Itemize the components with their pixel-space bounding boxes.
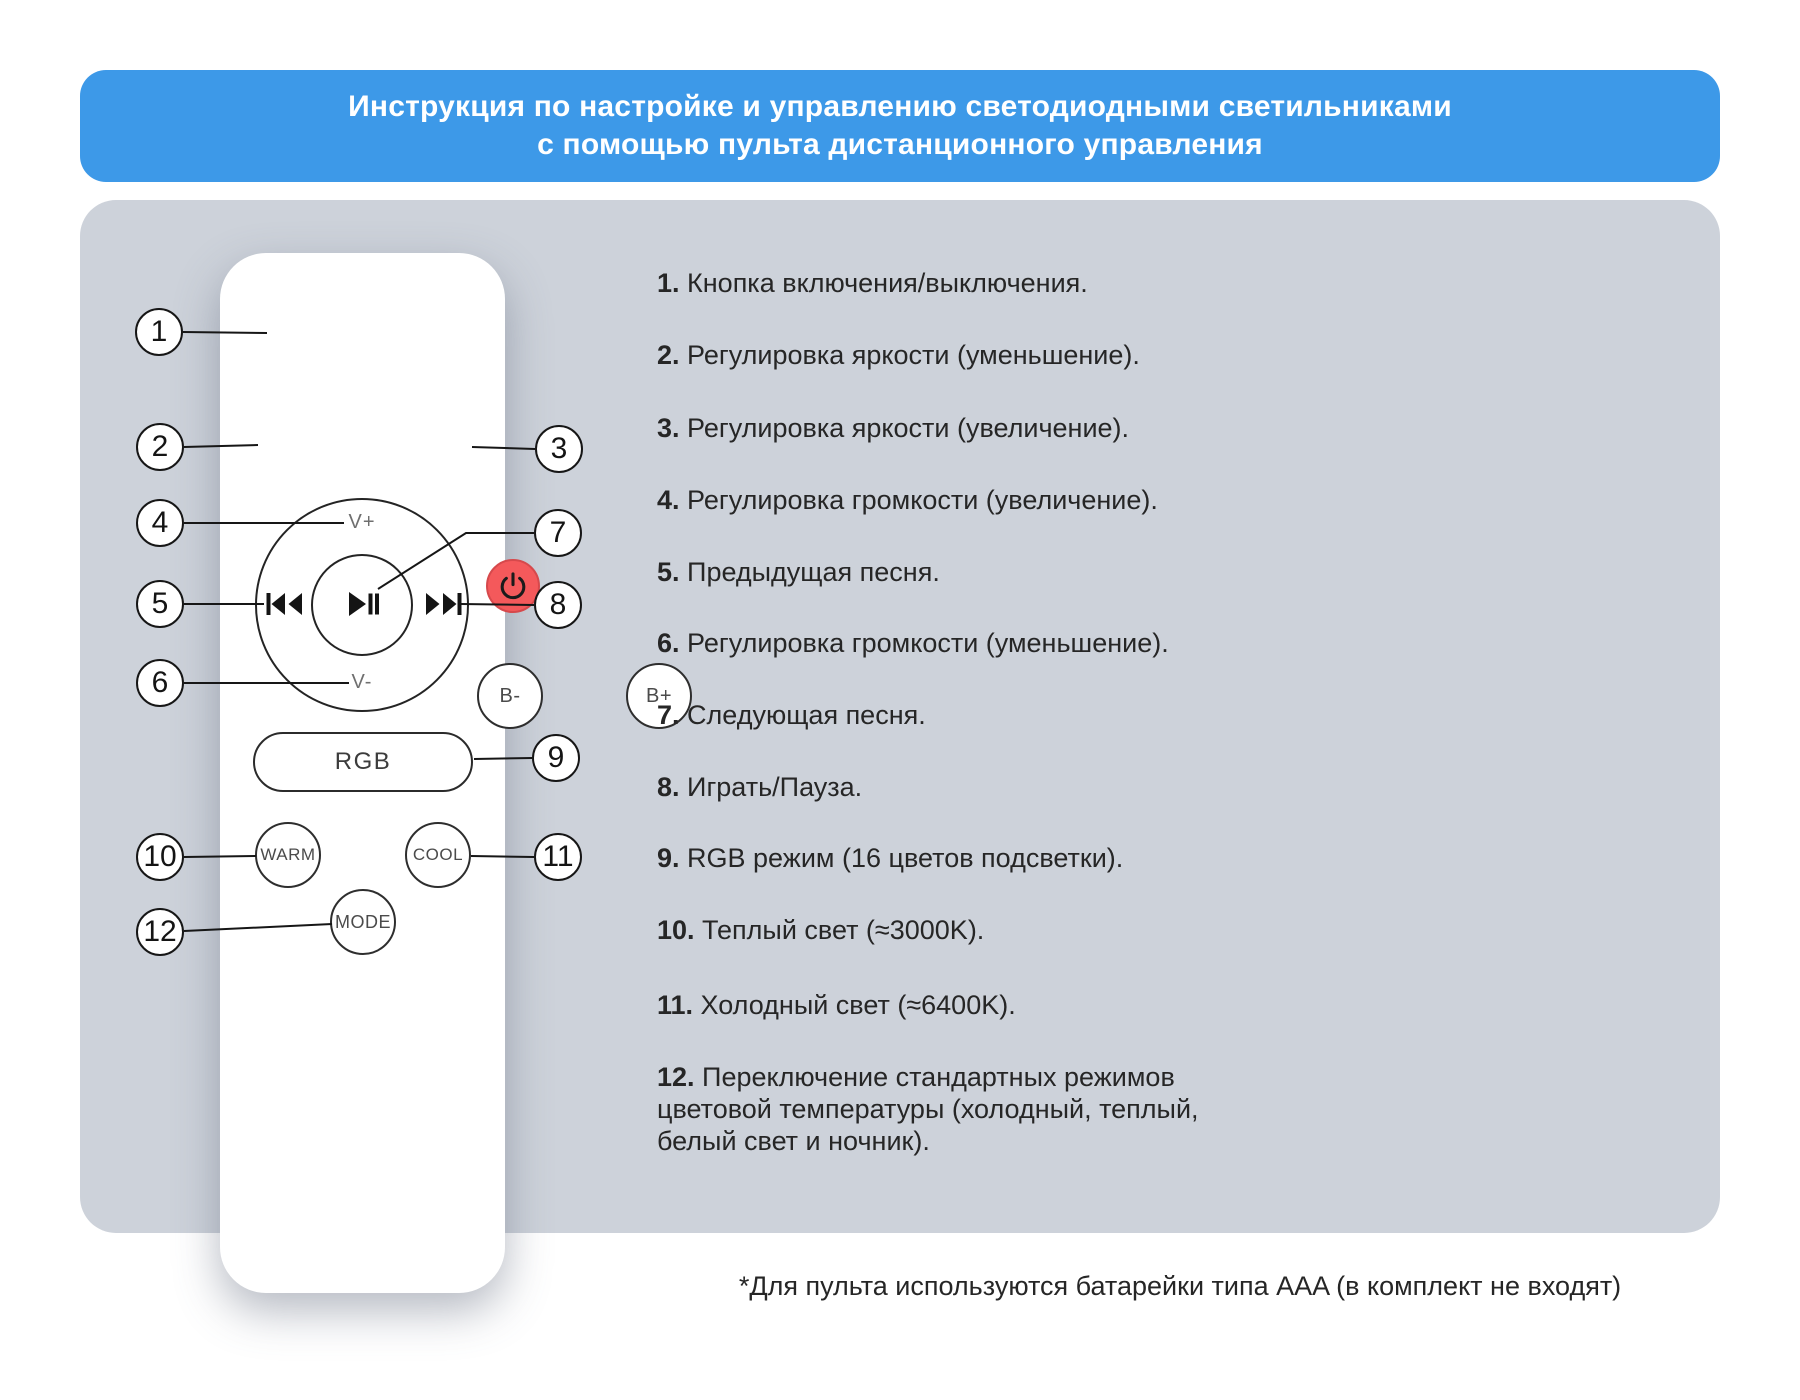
item-text: Регулировка яркости (уменьшение).: [679, 340, 1140, 370]
instruction-item-7: [657, 699, 926, 731]
instruction-item-9: [657, 842, 1123, 874]
callout-11: 11: [534, 833, 582, 881]
page-title-line1: Инструкция по настройке и управлению светодиодными светильниками: [348, 90, 1452, 123]
instruction-item-4: [657, 484, 1158, 516]
page-title-line2: с помощью пульта дистанционного управления: [537, 128, 1263, 161]
item-text: Холодный свет (≈6400K).: [693, 990, 1016, 1020]
instruction-item-2: [657, 339, 1140, 371]
warm-light-button[interactable]: [255, 822, 321, 888]
callout-6: 6: [136, 659, 184, 707]
item-text: Регулировка громкости (уменьшение).: [679, 628, 1169, 658]
callout-2: 2: [136, 423, 184, 471]
callout-10: 10: [136, 833, 184, 881]
play-pause-icon: [347, 591, 379, 617]
header-banner: [80, 70, 1720, 182]
item-number: 3.: [657, 413, 680, 443]
callout-7: 7: [534, 509, 582, 557]
item-number: 4.: [657, 485, 680, 515]
brightness-down-button[interactable]: [477, 663, 543, 729]
volume-down-label: V-: [351, 671, 373, 693]
previous-track-icon: [265, 592, 303, 616]
callout-12: 12: [136, 908, 184, 956]
instruction-item-5: [657, 556, 940, 588]
volume-up-label: V+: [348, 511, 376, 533]
instruction-item-8: [657, 771, 862, 803]
next-track-icon: [425, 592, 463, 616]
instruction-item-11: [657, 989, 1016, 1021]
cool-label: COOL: [412, 845, 464, 864]
instruction-item-6: [657, 627, 1169, 659]
power-button[interactable]: [486, 559, 540, 613]
callout-4: 4: [136, 499, 184, 547]
previous-track-button[interactable]: [265, 592, 303, 616]
item-text: Переключение стандартных режимов цветовой температуры (холодный, теплый, белый свет и ночник).: [657, 1062, 1199, 1156]
rgb-button[interactable]: [253, 732, 473, 792]
item-text: Играть/Пауза.: [679, 772, 863, 802]
warm-label: WARM: [260, 845, 316, 864]
item-text: Теплый свет (≈3000K).: [694, 915, 985, 945]
brightness-up-label: B+: [645, 684, 673, 707]
item-number: 8.: [657, 772, 680, 802]
instruction-item-12: [657, 1061, 1217, 1157]
brightness-down-label: B-: [499, 684, 521, 707]
item-number: 11.: [657, 990, 694, 1020]
item-text: Следующая песня.: [679, 700, 926, 730]
mode-label: MODE: [335, 911, 391, 932]
item-number: 10.: [657, 915, 695, 945]
mode-button[interactable]: [330, 889, 396, 955]
instruction-item-10: [657, 914, 984, 946]
rgb-label: RGB: [334, 748, 392, 775]
item-number: 2.: [657, 340, 680, 370]
item-text: Регулировка яркости (увеличение).: [679, 413, 1130, 443]
item-number: 1.: [657, 268, 680, 298]
play-pause-button[interactable]: [347, 591, 379, 617]
item-number: 6.: [657, 628, 680, 658]
power-icon: [495, 568, 531, 604]
callout-5: 5: [136, 580, 184, 628]
next-track-button[interactable]: [425, 592, 463, 616]
callout-8: 8: [534, 581, 582, 629]
callout-9: 9: [532, 734, 580, 782]
battery-footnote: *Для пульта используются батарейки типа AAA (в комплект не входят): [738, 1271, 1622, 1301]
instruction-item-3: [657, 412, 1129, 444]
item-text: Регулировка громкости (увеличение).: [679, 485, 1158, 515]
callout-3: 3: [535, 425, 583, 473]
item-number: 12.: [657, 1062, 695, 1092]
item-text: Предыдущая песня.: [679, 557, 940, 587]
item-text: Кнопка включения/выключения.: [679, 268, 1088, 298]
item-number: 5.: [657, 557, 680, 587]
item-text: RGB режим (16 цветов подсветки).: [679, 843, 1124, 873]
callout-1: 1: [135, 308, 183, 356]
item-number: 7.: [657, 700, 680, 730]
item-number: 9.: [657, 843, 680, 873]
instruction-item-1: [657, 267, 1088, 299]
cool-light-button[interactable]: [405, 822, 471, 888]
